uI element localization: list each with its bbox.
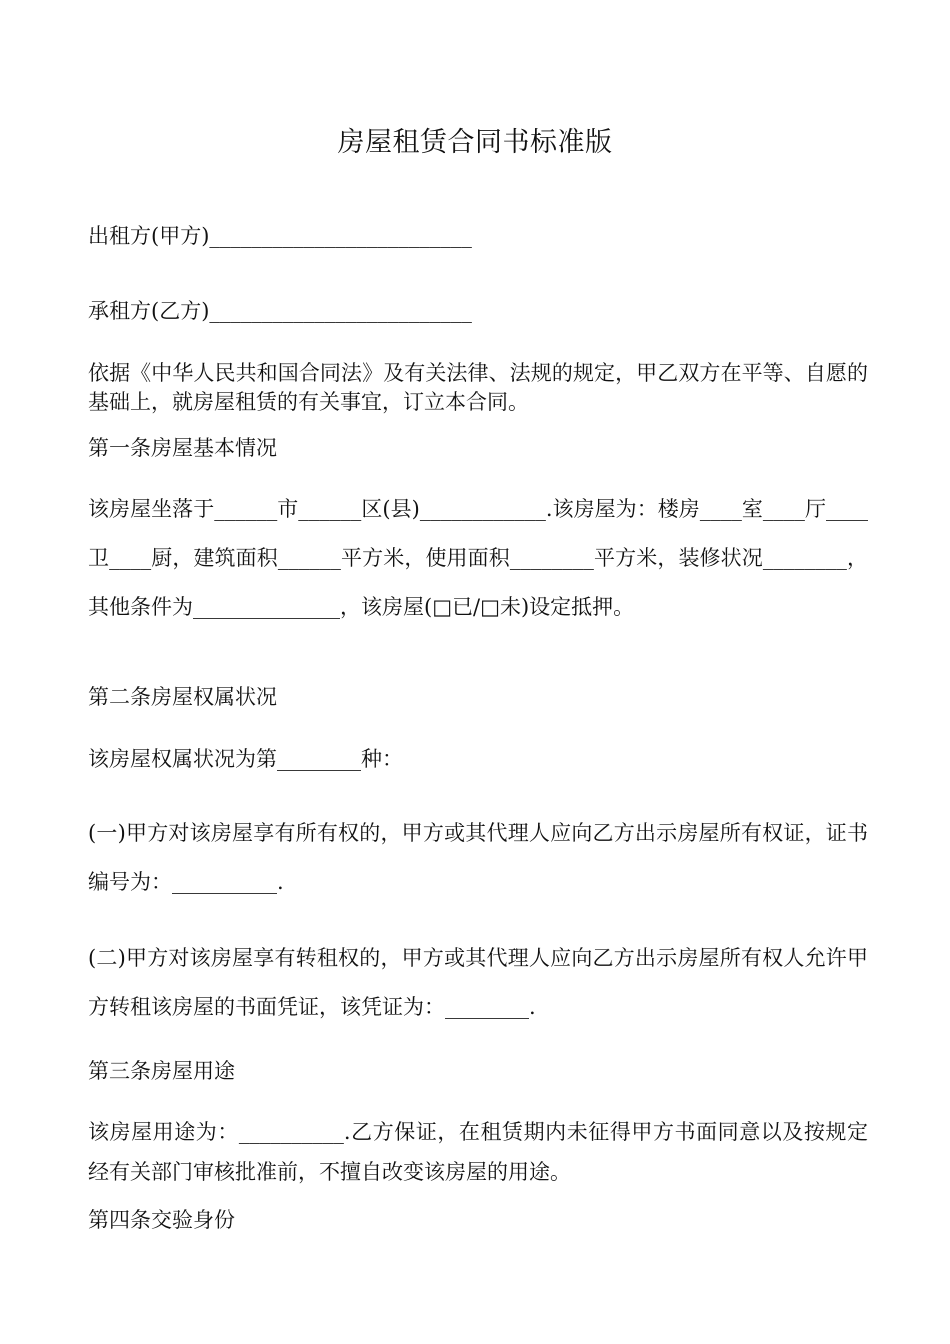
article1-body: 该房屋坐落于______市______区(县)____________.该房屋为：楼房____室____厅____卫____厨，建筑面积______平方米，使用面积________平方米，装修状况________，其他条件为______________，该房屋(□已/□未)设定抵押。	[88, 497, 868, 619]
article2-heading: 第二条房屋权属状况	[88, 685, 277, 709]
article4-heading: 第四条交验身份	[88, 1208, 235, 1232]
article3-body: 该房屋用途为：__________.乙方保证，在租赁期内未征得甲方书面同意以及按规定经有关部门审核批准前，不擅自改变该房屋的用途。	[88, 1120, 868, 1184]
document-title: 房屋租赁合同书标准版	[337, 127, 613, 158]
article3-heading: 第三条房屋用途	[88, 1059, 235, 1083]
article2-item2: (二)甲方对该房屋享有转租权的，甲方或其代理人应向乙方出示房屋所有权人允许甲方转租该房屋的书面凭证，该凭证为：________.	[88, 946, 868, 1019]
lessor-line: 出租方(甲方)_________________________	[88, 224, 472, 248]
preamble-paragraph: 依据《中华人民共和国合同法》及有关法律、法规的规定，甲乙双方在平等、自愿的基础上，就房屋租赁的有关事宜，订立本合同。	[88, 361, 868, 414]
lessee-line: 承租方(乙方)_________________________	[88, 299, 472, 323]
article2-item1: (一)甲方对该房屋享有所有权的，甲方或其代理人应向乙方出示房屋所有权证，证书编号为：__________.	[88, 821, 868, 894]
article1-heading: 第一条房屋基本情况	[88, 436, 277, 460]
article2-intro: 该房屋权属状况为第________种：	[88, 747, 403, 771]
